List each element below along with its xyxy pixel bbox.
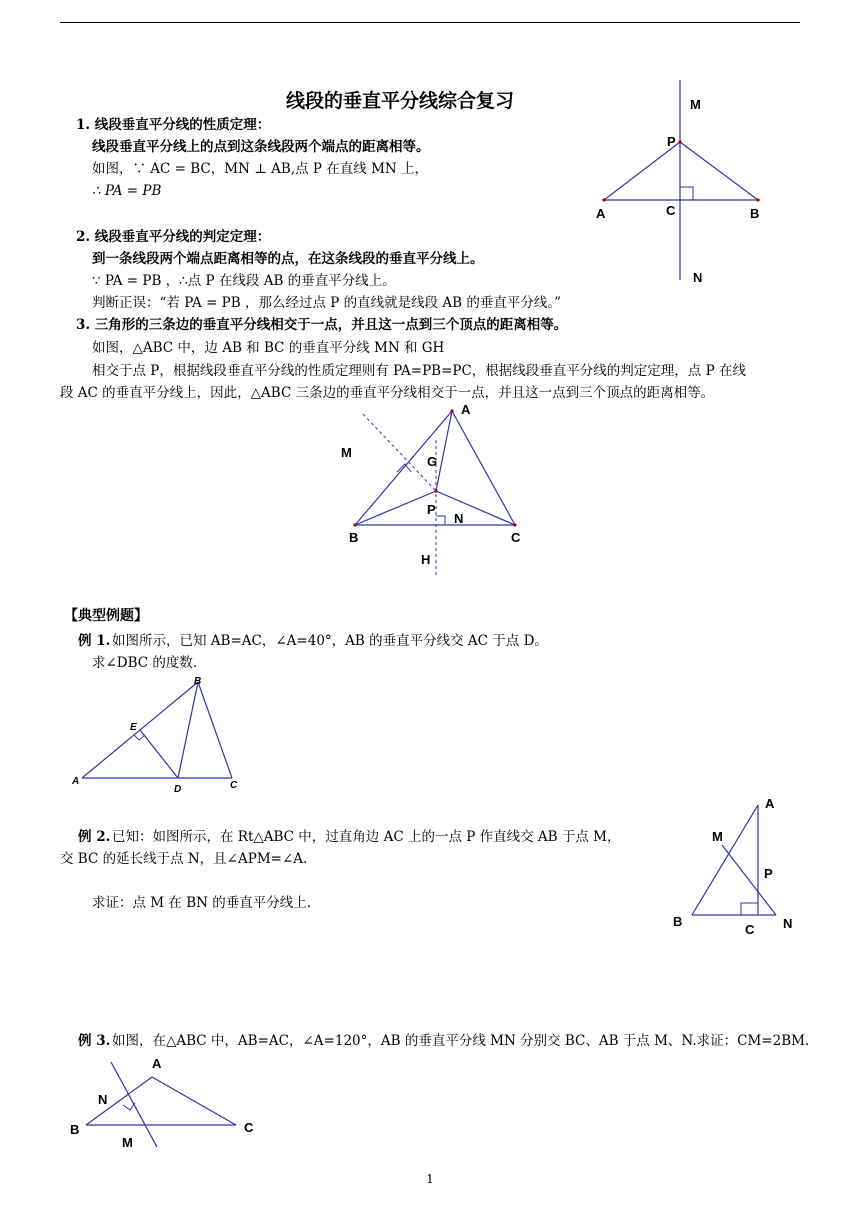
s2-line: ∵ PA = PB ，∴点 P 在线段 AB 的垂直平分线上。 <box>92 273 396 289</box>
fig1-label-P: P <box>667 134 676 149</box>
ex1-ask: 求∠DBC 的度数. <box>92 655 198 671</box>
fig1-label-A: A <box>596 206 606 221</box>
fig5-label-N: N <box>98 1092 108 1107</box>
s3-line1: 如图，△ABC 中，边 AB 和 BC 的垂直平分线 MN 和 GH <box>92 340 445 356</box>
s2-note: 判断正误：“若 PA = PB ，那么经过点 P 的直线就是线段 AB 的垂直平分线。” <box>92 295 562 311</box>
fig2-label-N: N <box>454 511 464 526</box>
fig3-label-A: A <box>72 776 80 787</box>
ex1-label: 例 1. <box>78 633 111 649</box>
fig1-label-M: M <box>690 97 701 112</box>
fig3-label-E: E <box>130 722 137 733</box>
fig4-label-P: P <box>764 866 773 881</box>
figure-circumcenter <box>335 400 535 580</box>
s3-line3: 段 AC 的垂直平分线上，因此，△ABC 三条边的垂直平分线相交于一点，并且这一点到三个顶点的距离相等。 <box>60 385 715 401</box>
ex1-text: 如图所示，已知 AB=AC，∠A=40°，AB 的垂直平分线交 AC 于点 D。 <box>112 633 548 649</box>
fig5-label-M: M <box>122 1135 133 1150</box>
fig4-label-B: B <box>673 914 683 929</box>
figure-example3 <box>64 1052 274 1152</box>
fig2-label-C: C <box>511 530 521 545</box>
examples-header: 【典型例题】 <box>64 608 148 624</box>
fig5-label-B: B <box>70 1122 80 1137</box>
ex2-text2: 交 BC 的延长线于点 N，且∠APM=∠A. <box>60 851 308 867</box>
fig3-label-B: B <box>194 676 202 687</box>
s1-heading: 1. 线段垂直平分线的性质定理： <box>76 117 271 133</box>
s3-heading: 3. 三角形的三条边的垂直平分线相交于一点，并且这一点到三个顶点的距离相等。 <box>76 317 568 333</box>
fig4-label-N: N <box>783 916 793 931</box>
fig2-label-B: B <box>349 530 359 545</box>
ex2-prove: 求证：点 M 在 BN 的垂直平分线上. <box>92 895 312 911</box>
header-rule <box>60 22 800 23</box>
s2-heading: 2. 线段垂直平分线的判定定理： <box>76 229 271 245</box>
fig5-label-A: A <box>152 1056 162 1071</box>
fig2-label-A: A <box>461 402 471 417</box>
fig1-label-N: N <box>693 270 703 285</box>
s1-conclusion: ∴ PA = PB <box>92 183 162 199</box>
ex2-text1: 已知：如图所示，在 Rt△ABC 中，过直角边 AC 上的一点 P 作直线交 AB 于点 M， <box>112 829 621 845</box>
fig4-label-A: A <box>765 796 775 811</box>
fig4-label-C: C <box>745 922 755 937</box>
fig2-label-M: M <box>341 445 352 460</box>
ex3-text: 如图，在△ABC 中，AB=AC，∠A=120°，AB 的垂直平分线 MN 分别交 BC、AB 于点 M、N.求证：CM=2BM. <box>112 1033 810 1049</box>
figure-example2 <box>665 790 805 940</box>
fig3-label-D: D <box>174 784 182 795</box>
figure-perpendicular-bisector <box>590 75 780 290</box>
fig1-label-B: B <box>750 206 760 221</box>
fig2-label-P: P <box>427 502 436 517</box>
page-title: 线段的垂直平分线综合复习 <box>285 90 514 112</box>
ex3-label: 例 3. <box>78 1033 111 1049</box>
fig4-label-M: M <box>712 829 723 844</box>
fig2-label-H: H <box>421 552 431 567</box>
page-number: 1 <box>426 1172 434 1186</box>
fig2-label-G: G <box>427 454 438 469</box>
fig5-label-C: C <box>244 1120 254 1135</box>
ex2-label: 例 2. <box>78 829 111 845</box>
s2-statement: 到一条线段两个端点距离相等的点，在这条线段的垂直平分线上。 <box>92 251 484 267</box>
s1-statement: 线段垂直平分线上的点到这条线段两个端点的距离相等。 <box>92 139 430 155</box>
s3-line2: 相交于点 P，根据线段垂直平分线的性质定理则有 PA=PB=PC，根据线段垂直平分线的判定定理，点 P 在线 <box>92 363 746 379</box>
figure-example1 <box>70 672 250 797</box>
fig3-label-C: C <box>230 780 238 791</box>
fig1-label-C: C <box>666 203 676 218</box>
s1-given: 如图，∵ AC = BC，MN ⊥ AB,点 P 在直线 MN 上， <box>92 161 429 177</box>
